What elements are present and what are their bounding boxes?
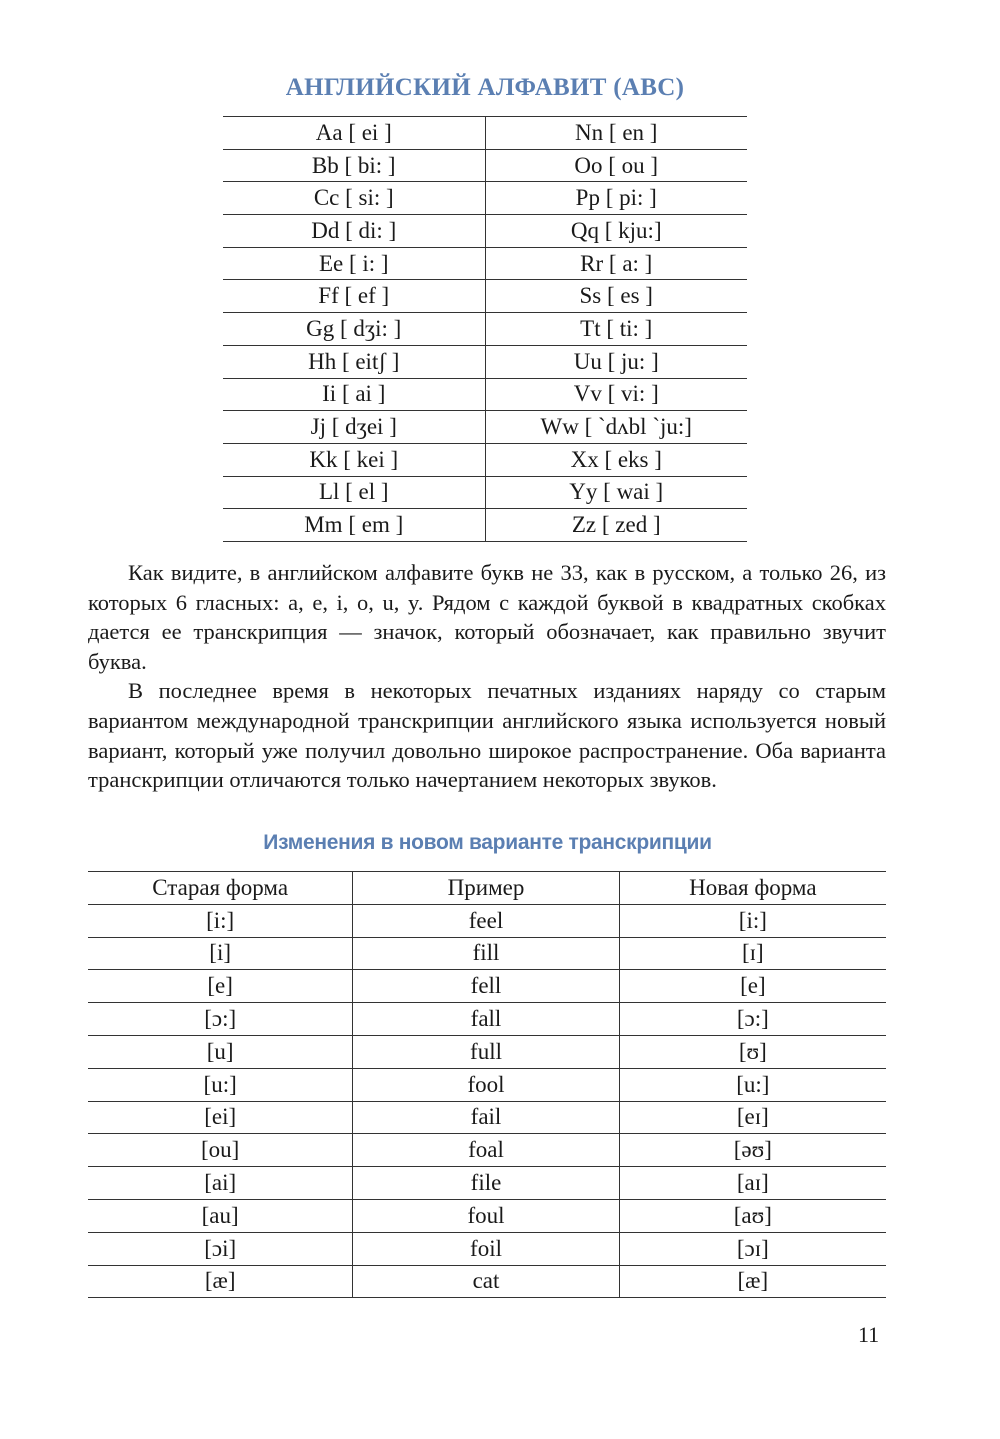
old-form-cell: [ei] xyxy=(88,1101,353,1134)
table-row xyxy=(88,904,886,937)
table-row xyxy=(223,182,747,215)
table-row xyxy=(223,345,747,378)
alphabet-cell: Zz [ zed ] xyxy=(485,509,747,542)
table-row xyxy=(223,149,747,182)
alphabet-cell: Rr [ a: ] xyxy=(485,247,747,280)
table-row xyxy=(88,1134,886,1167)
column-header-example: Пример xyxy=(353,872,619,905)
example-cell: feel xyxy=(353,904,619,937)
alphabet-cell: Oo [ ou ] xyxy=(485,149,747,182)
column-header-new-form: Новая форма xyxy=(619,872,886,905)
table-row xyxy=(223,509,747,542)
new-form-cell: [aɪ] xyxy=(619,1167,886,1200)
transcription-table xyxy=(88,871,886,1298)
alphabet-cell: Ii [ ai ] xyxy=(223,378,485,411)
alphabet-cell: Qq [ kju:] xyxy=(485,215,747,248)
table-row xyxy=(88,1199,886,1232)
old-form-cell: [æ] xyxy=(88,1265,353,1298)
column-header-old-form: Старая форма xyxy=(88,872,353,905)
old-form-cell: [ɔ:] xyxy=(88,1003,353,1036)
table-row xyxy=(223,215,747,248)
table-row xyxy=(88,1167,886,1200)
example-cell: fail xyxy=(353,1101,619,1134)
example-cell: foul xyxy=(353,1199,619,1232)
table-row xyxy=(223,411,747,444)
example-cell: full xyxy=(353,1035,619,1068)
alphabet-cell: Mm [ em ] xyxy=(223,509,485,542)
example-cell: foal xyxy=(353,1134,619,1167)
new-form-cell: [ɔɪ] xyxy=(619,1232,886,1265)
example-cell: cat xyxy=(353,1265,619,1298)
new-form-cell: [əʊ] xyxy=(619,1134,886,1167)
alphabet-cell: Kk [ kei ] xyxy=(223,443,485,476)
old-form-cell: [i:] xyxy=(88,904,353,937)
table-row xyxy=(223,117,747,150)
old-form-cell: [u:] xyxy=(88,1068,353,1101)
new-form-cell: [i:] xyxy=(619,904,886,937)
alphabet-table xyxy=(223,116,747,542)
alphabet-cell: Gg [ dʒi: ] xyxy=(223,313,485,346)
example-cell: fell xyxy=(353,970,619,1003)
table-header-row xyxy=(88,872,886,905)
alphabet-cell: Ww [ `dʌbl `ju:] xyxy=(485,411,747,444)
new-form-cell: [eɪ] xyxy=(619,1101,886,1134)
example-cell: fill xyxy=(353,937,619,970)
alphabet-cell: Bb [ bi: ] xyxy=(223,149,485,182)
transcription-title: Изменения в новом варианте транскрипции xyxy=(263,831,712,854)
table-row xyxy=(223,247,747,280)
table-row xyxy=(88,1068,886,1101)
alphabet-cell: Nn [ en ] xyxy=(485,117,747,150)
table-row xyxy=(223,476,747,509)
new-form-cell: [ʊ] xyxy=(619,1035,886,1068)
table-row xyxy=(88,1265,886,1298)
table-row xyxy=(88,1035,886,1068)
table-row xyxy=(88,1003,886,1036)
new-form-cell: [aʊ] xyxy=(619,1199,886,1232)
table-row xyxy=(88,1101,886,1134)
alphabet-cell: Ss [ es ] xyxy=(485,280,747,313)
alphabet-cell: Xx [ eks ] xyxy=(485,443,747,476)
table-row xyxy=(88,970,886,1003)
table-row xyxy=(88,1232,886,1265)
new-form-cell: [ɪ] xyxy=(619,937,886,970)
old-form-cell: [e] xyxy=(88,970,353,1003)
body-text xyxy=(88,558,886,795)
example-cell: file xyxy=(353,1167,619,1200)
paragraph: Как видите, в английском алфавите букв не 33, как в русском, а только 26, из которых 6 гласных: a, e, i, o, u, y. Рядом с каждой буквой в квадратных скобках дается ее транскрипция — значок, который обозначает, как правильно звучит буква. xyxy=(88,560,886,674)
example-cell: fall xyxy=(353,1003,619,1036)
new-form-cell: [u:] xyxy=(619,1068,886,1101)
alphabet-cell: Ff [ ef ] xyxy=(223,280,485,313)
old-form-cell: [au] xyxy=(88,1199,353,1232)
alphabet-cell: Ll [ el ] xyxy=(223,476,485,509)
alphabet-cell: Jj [ dʒei ] xyxy=(223,411,485,444)
alphabet-cell: Uu [ ju: ] xyxy=(485,345,747,378)
table-row xyxy=(223,443,747,476)
page-number: 11 xyxy=(858,1322,880,1347)
new-form-cell: [e] xyxy=(619,970,886,1003)
paragraph: В последнее время в некоторых печатных изданиях наряду со старым вариантом международной транскрипции английского языка используется новый вариант, который уже получил довольно широкое распространение. Оба варианта транскрипции отличаются только начертанием некоторых звуков. xyxy=(88,678,886,793)
old-form-cell: [ou] xyxy=(88,1134,353,1167)
alphabet-cell: Tt [ ti: ] xyxy=(485,313,747,346)
alphabet-cell: Hh [ eitʃ ] xyxy=(223,345,485,378)
alphabet-cell: Vv [ vi: ] xyxy=(485,378,747,411)
alphabet-cell: Aa [ ei ] xyxy=(223,117,485,150)
alphabet-cell: Yy [ wai ] xyxy=(485,476,747,509)
alphabet-cell: Cc [ si: ] xyxy=(223,182,485,215)
table-row xyxy=(88,937,886,970)
table-row xyxy=(223,378,747,411)
example-cell: foil xyxy=(353,1232,619,1265)
example-cell: fool xyxy=(353,1068,619,1101)
new-form-cell: [æ] xyxy=(619,1265,886,1298)
alphabet-title: АНГЛИЙСКИЙ АЛФАВИТ (ABC) xyxy=(285,74,685,101)
old-form-cell: [u] xyxy=(88,1035,353,1068)
old-form-cell: [ɔi] xyxy=(88,1232,353,1265)
table-row xyxy=(223,280,747,313)
alphabet-cell: Ee [ i: ] xyxy=(223,247,485,280)
alphabet-cell: Dd [ di: ] xyxy=(223,215,485,248)
old-form-cell: [i] xyxy=(88,937,353,970)
old-form-cell: [ai] xyxy=(88,1167,353,1200)
table-row xyxy=(223,313,747,346)
alphabet-cell: Pp [ pi: ] xyxy=(485,182,747,215)
new-form-cell: [ɔ:] xyxy=(619,1003,886,1036)
